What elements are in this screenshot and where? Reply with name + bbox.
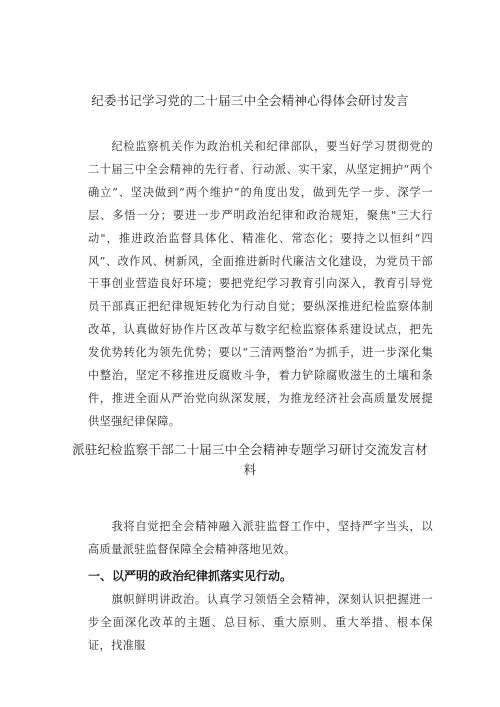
body-paragraph: 纪检监察机关作为政治机关和纪律部队，要当好学习贯彻党的二十届三中全会精神的先行者、行动派、实干家，从坚定拥护“两个确立”、坚决做到“两个维护”的角度出发，做到先学一步、深学一层、多悟一分；要进一步严明政治纪律和政治规矩，聚焦"三大行动"，推进政治监督具体化、精准化、常态化；要持之以恒纠“四风”、改作风、树新风，全面推进新时代廉洁文化建设，为党员干部干事创业营造良好环境；要把党纪学习教育引向深入，教育引导党员干部真正把纪律规矩转化为行动自觉；要纵深推进纪检监察体制改革，认真做好协作片区改革与数字纪检监察体系建设试点，把先发优势转化为领先优势；要以“三清两整治”为抓手，进一步深化集中整治，坚定不移推进反腐败斗争，着力铲除腐败滋生的土壤和条件，推进全面从严治党向纵深发展，为推龙经济社会高质量发展提供坚强纪律保障。 [88, 140, 433, 428]
section-title: 派驻纪检监察干部二十届三中全会精神专题学习研讨交流发言材料 [72, 442, 428, 477]
document-title: 纪委书记学习党的二十届三中全会精神心得体会研讨发言 [91, 93, 409, 108]
body-paragraph: 我将自觉把全会精神融入派驻监督工作中，坚持严字当头，以高质量派驻监督保障全会精神落地见效。 [88, 520, 433, 556]
section-heading: 一、以严明的政治纪律抓落实见行动。 [88, 569, 293, 583]
body-paragraph: 旗帜鲜明讲政治。认真学习领悟全会精神，深刻认识把握进一步全面深化改革的主题、总目标、重大原则、重大举措、根本保证，找准服 [88, 593, 433, 652]
